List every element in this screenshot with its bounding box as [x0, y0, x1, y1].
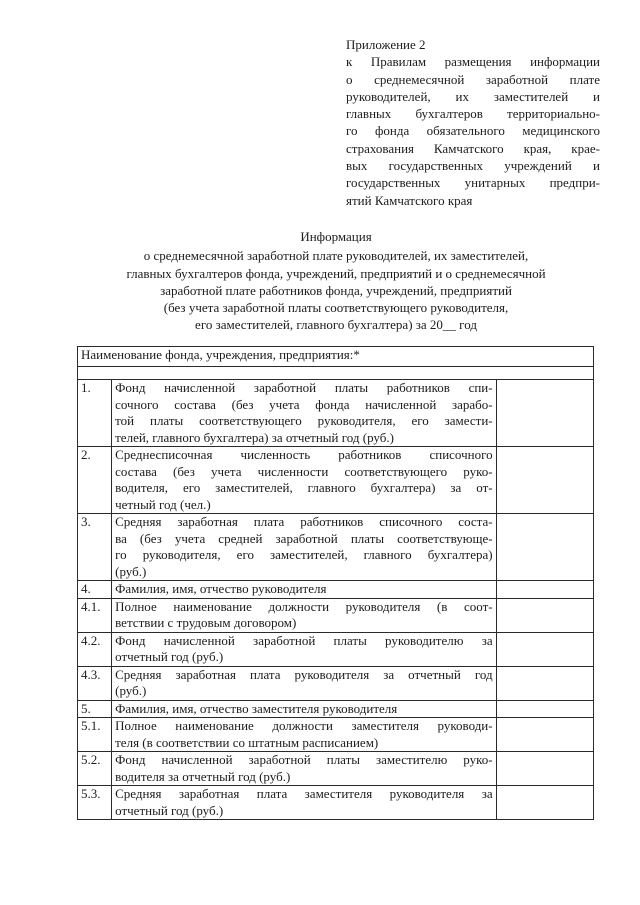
table-row: [78, 598, 594, 632]
table-row: [78, 380, 594, 447]
appendix-line: го фонда обязательного медицинского: [346, 123, 600, 139]
table-row: [78, 752, 594, 786]
row-description-line: Фамилия, имя, отчество руководителя: [115, 581, 327, 596]
table-row: [78, 514, 594, 581]
row-description: [112, 598, 496, 632]
appendix-line: государственных унитарных предпри-: [346, 175, 600, 191]
row-description-line: го руководителя, его заместителей, главного бухгалтера): [115, 547, 493, 562]
appendix-line: ятий Камчатского края: [346, 192, 473, 208]
row-number: 5.2.: [78, 752, 112, 786]
table-body: [78, 380, 594, 820]
row-description-line: отчетный год (руб.): [115, 649, 224, 664]
table-row: [78, 632, 594, 666]
row-description: [112, 514, 496, 581]
info-subtitle-line: его заместителей, главного бухгалтера) за 20__ год: [195, 317, 477, 333]
row-value-field[interactable]: [496, 514, 593, 581]
row-description-line: Полное наименование должности руководителя (в соот-: [115, 598, 493, 614]
row-number: 4.1.: [78, 598, 112, 632]
appendix-title: Приложение 2: [346, 37, 426, 52]
row-description-line: Фонд начисленной заработной платы заместителю руко-: [115, 752, 493, 767]
row-description: [112, 752, 496, 786]
appendix-line: вых государственных учреждений и: [346, 158, 600, 174]
row-description-line: Среднесписочная численность работников списочного: [115, 447, 493, 462]
appendix-block: [346, 36, 600, 209]
row-value-field[interactable]: [496, 581, 593, 599]
row-description: [112, 581, 496, 599]
row-value-field[interactable]: [496, 718, 593, 752]
row-description: [112, 786, 496, 820]
row-description: [112, 666, 496, 700]
info-subtitle-line: главных бухгалтеров фонда, учреждений, предприятий и о среднемесячной: [126, 265, 546, 281]
info-form-table: [77, 346, 594, 820]
row-value-field[interactable]: [496, 447, 593, 514]
row-number: 5.: [78, 700, 112, 718]
organization-name-label: Наименование фонда, учреждения, предприятия:*: [78, 347, 594, 367]
row-description-line: ветствии с трудовым договором): [115, 615, 297, 630]
row-number: 1.: [78, 380, 112, 447]
row-number: 5.1.: [78, 718, 112, 752]
row-number: 4.2.: [78, 632, 112, 666]
row-description-line: той платы соответствующего руководителя, его замести-: [115, 413, 493, 428]
row-number: 4.3.: [78, 666, 112, 700]
info-title: Информация: [300, 229, 372, 244]
row-description-line: (руб.): [115, 683, 147, 698]
row-value-field[interactable]: [496, 786, 593, 820]
info-subtitle-line: о среднемесячной заработной плате руководителей, их заместителей,: [143, 248, 529, 264]
info-heading-block: [80, 228, 592, 334]
row-description-line: ва (без учета средней заработной платы соответствующе-: [115, 530, 493, 546]
row-description-line: четный год (чел.): [115, 496, 211, 512]
row-description-line: телей, главного бухгалтера) за отчетный год (руб.): [115, 429, 394, 445]
row-description-line: Фонд начисленной заработной платы работников спи-: [115, 380, 493, 395]
row-description-line: состава (без учета численности соответствующего руко-: [115, 463, 493, 479]
row-description: [112, 718, 496, 752]
row-description: [112, 632, 496, 666]
row-description: [112, 447, 496, 514]
row-value-field[interactable]: [496, 752, 593, 786]
row-number: 2.: [78, 447, 112, 514]
row-description: [112, 380, 496, 447]
row-value-field[interactable]: [496, 700, 593, 718]
row-value-field[interactable]: [496, 598, 593, 632]
table-row: [78, 718, 594, 752]
row-description-line: Фонд начисленной заработной платы руководителю за: [115, 632, 493, 648]
info-subtitle-line: (без учета заработной платы соответствующего руководителя,: [163, 300, 509, 316]
organization-name-field[interactable]: [78, 367, 594, 380]
row-description-line: Средняя заработная плата руководителя за отчетный год: [115, 666, 493, 682]
row-value-field[interactable]: [496, 666, 593, 700]
appendix-line: о среднемесячной заработной плате: [346, 71, 600, 87]
row-value-field[interactable]: [496, 632, 593, 666]
table-row: [78, 786, 594, 820]
row-number: 4.: [78, 581, 112, 599]
row-description-line: (руб.): [115, 563, 147, 579]
table-row: [78, 700, 594, 718]
table-blank-row: [78, 367, 594, 380]
appendix-line: главных бухгалтеров территориально-: [346, 106, 600, 122]
row-description-line: Средняя заработная плата заместителя руководителя за: [115, 786, 493, 801]
appendix-line: руководителей, их заместителей и: [346, 88, 600, 104]
appendix-line: к Правилам размещения информации: [346, 54, 600, 70]
table-row: [78, 581, 594, 599]
row-description-line: водителя, его заместителей, главного бухгалтера) за от-: [115, 480, 493, 495]
row-description-line: отчетный год (руб.): [115, 802, 224, 818]
row-description-line: Средняя заработная плата работников списочного соста-: [115, 514, 493, 529]
table-header-row: [78, 347, 594, 367]
row-description-line: водителя за отчетный год (руб.): [115, 768, 291, 784]
row-description: [112, 700, 496, 718]
table-row: [78, 666, 594, 700]
row-number: 3.: [78, 514, 112, 581]
row-description-line: сочного состава (без учета фонда начисленной зарабо-: [115, 396, 493, 412]
table-row: [78, 447, 594, 514]
row-description-line: Полное наименование должности заместителя руководи-: [115, 718, 493, 733]
row-value-field[interactable]: [496, 380, 593, 447]
appendix-line: страхования Камчатского края, крае-: [346, 140, 600, 156]
row-description-line: Фамилия, имя, отчество заместителя руководителя: [115, 700, 398, 716]
info-subtitle-line: заработной плате работников фонда, учреждений, предприятий: [160, 282, 512, 298]
row-number: 5.3.: [78, 786, 112, 820]
row-description-line: теля (в соответствии со штатным расписанием): [115, 734, 379, 750]
